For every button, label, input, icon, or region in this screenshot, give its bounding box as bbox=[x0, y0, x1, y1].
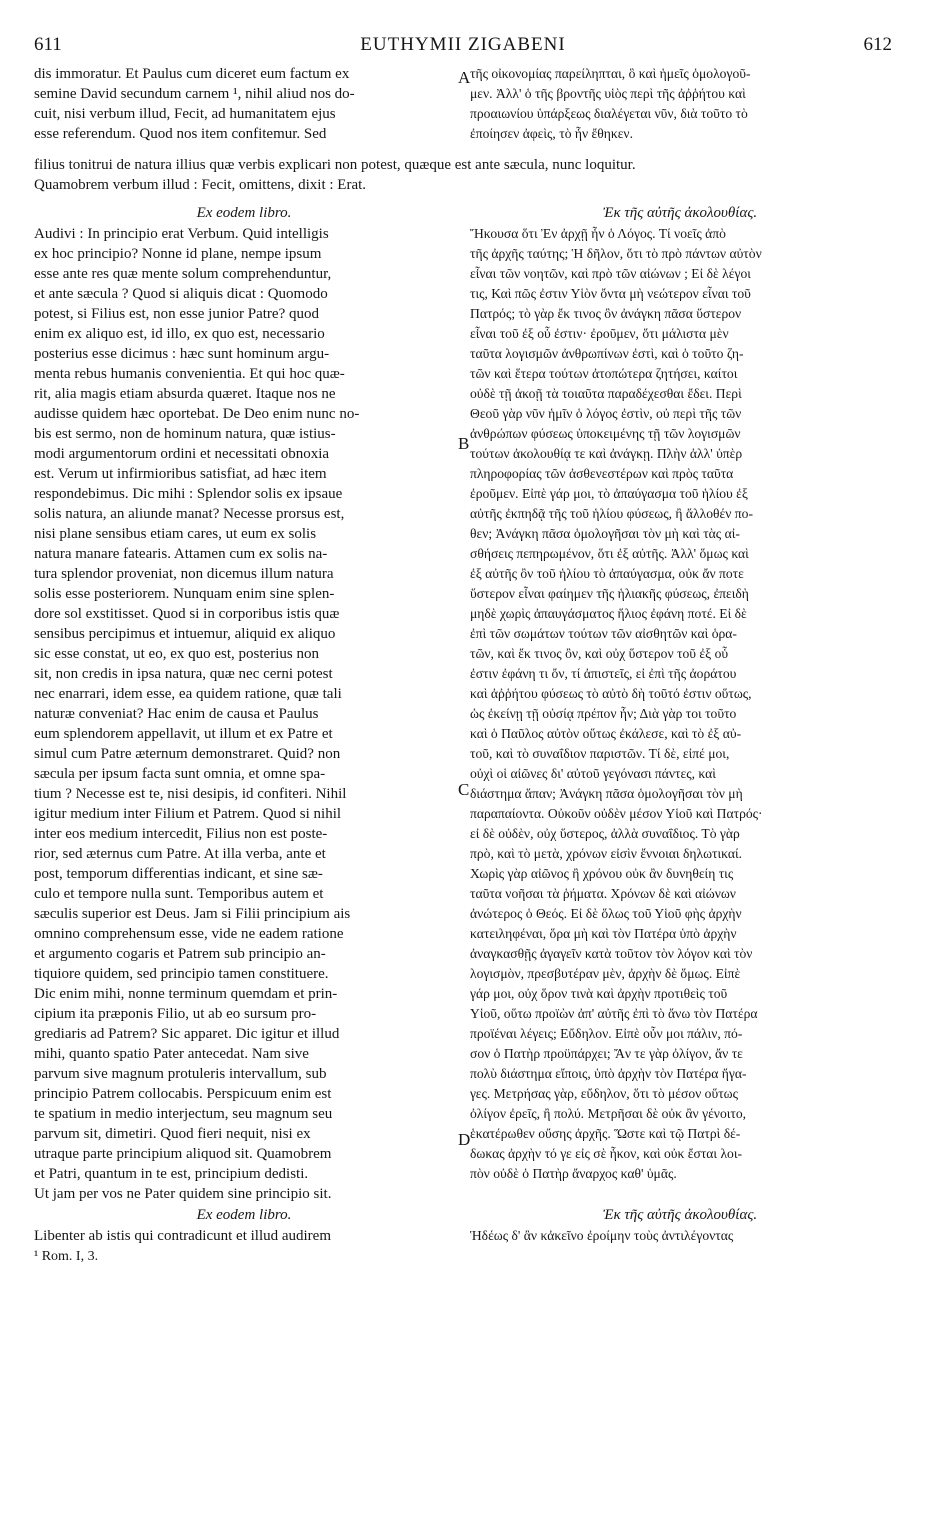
text-line: καὶ ὁ Παῦλος αὐτὸν οὕτως ἐκάλεσε, καὶ τὸ ἐξ αὐ- bbox=[470, 726, 742, 741]
text-line: ἐστιν ἐφάνη τι ὄν, τί ἀπιστεῖς, εἰ ἐπὶ τῆς ἀοράτου bbox=[470, 666, 737, 681]
text-line: solis natura, an aliunde manat? Necesse prorsus est, bbox=[34, 506, 345, 522]
text-line: omnino comprehensum esse, vide ne eadem ratione bbox=[34, 926, 344, 942]
text-line: et Patri, quantum in te est, principium dedisti. bbox=[34, 1166, 309, 1182]
text-line: cuit, nisi verbum illud, Fecit, ad humanitatem ejus bbox=[34, 106, 336, 122]
latin-section-heading-2: Ex eodem libro. bbox=[196, 1207, 292, 1223]
text-line: natura manare fatearis. Attamen cum ex solis na- bbox=[34, 546, 328, 562]
text-line: δωκας ἀρχὴν τό γε εἰς σὲ ἧκον, καὶ οὐκ ἔσται λοι- bbox=[470, 1146, 743, 1161]
text-line: dis immoratur. Et Paulus cum diceret eum factum ex bbox=[34, 66, 350, 82]
text-line: εἶναι τῶν νοητῶν, καὶ πρὸ τῶν αἰώνων ; Εἰ δὲ λέγοι bbox=[470, 266, 751, 281]
greek-body bbox=[470, 224, 890, 1184]
running-title: EUTHYMII ZIGABENI bbox=[360, 34, 566, 55]
text-line: eum splendorem appellavit, ut illum et ex Patre et bbox=[34, 726, 333, 742]
margin-letter-c: C bbox=[458, 780, 470, 799]
text-line: nisi plane sensibus etiam cares, ut eum ex solis bbox=[34, 526, 317, 542]
text-line: Υἱοῦ, οὕτω προϊὼν ἀπ' αὐτῆς ἐπὶ τὸ ἄνω τὸν Πατέρα bbox=[470, 1006, 758, 1021]
text-line: te spatium in medio interjectum, seu magnum seu bbox=[34, 1106, 333, 1122]
page-number-right: 612 bbox=[863, 34, 892, 55]
text-line: simul cum Patre æternum demonstraret. Quid? non bbox=[34, 746, 341, 762]
text-line: τῆς οἰκονομίας παρείληπται, ὃ καὶ ἡμεῖς ὁμολογοῦ- bbox=[470, 66, 751, 81]
margin-letter-a: A bbox=[458, 68, 471, 87]
text-line: κατειληφέναι, ὅρα μὴ καὶ τὸν Πατέρα ὑπὸ ἀρχὴν bbox=[470, 926, 737, 941]
text-line: σθήσεις πεπηρωμένον, ὅτι ἐξ αὐτῆς. Ἀλλ' ὅμως καὶ bbox=[470, 546, 749, 561]
text-line: παραπαίοντα. Οὐκοῦν οὐδὲν μέσον Υἱοῦ καὶ Πατρός· bbox=[470, 806, 763, 821]
text-line: filius tonitrui de natura illius quæ verbis explicari non potest, quæque est ante sæcula, nunc loquitur. bbox=[34, 157, 636, 173]
text-line: Audivi : In principio erat Verbum. Quid intelligis bbox=[34, 226, 329, 242]
text-line: culo et tempore nulla sunt. Temporibus autem et bbox=[34, 886, 324, 902]
text-line: ἐροῦμεν. Εἰπὲ γάρ μοι, τὸ ἀπαύγασμα τοῦ ἡλίου ἐξ bbox=[470, 486, 748, 501]
full-width-block bbox=[34, 155, 892, 195]
text-line: ἑκατέρωθεν οὔσης ἀρχῆς. Ὥστε καὶ τῷ Πατρὶ δέ- bbox=[470, 1126, 741, 1141]
text-line: grediaris ad Patrem? Sic apparet. Dic igitur et illud bbox=[34, 1026, 340, 1042]
text-line: sæculis superior est Deus. Jam si Filii principium ais bbox=[34, 906, 351, 922]
text-line: Dic enim mihi, nonne terminum quemdam et prin- bbox=[34, 986, 338, 1002]
text-line: rit, alia magis etiam absurda quæret. Itaque nos ne bbox=[34, 386, 336, 402]
text-line: ex hoc principio? Nonne id plane, nempe ipsum bbox=[34, 246, 322, 262]
text-line: μηδὲ χωρὶς ἀπαυγάσματος ἥλιος ἐφάνη ποτέ. Εἰ δὲ bbox=[470, 606, 747, 621]
text-line: principio Patrem collocabis. Perspicuum enim est bbox=[34, 1086, 332, 1102]
text-line: post, temporum differentias indicant, et sine sæ- bbox=[34, 866, 323, 882]
text-line: potest, si Filius est, non esse junior Patre? quod bbox=[34, 306, 319, 322]
text-line: utraque parte principium aliquod sit. Quamobrem bbox=[34, 1146, 332, 1162]
text-line: ἐξ αὐτῆς ὂν τοῦ ἡλίου τὸ ἀπαύγασμα, οὐκ ἄν ποτε bbox=[470, 566, 744, 581]
text-line: Πατρός; τὸ γὰρ ἔκ τινος ὂν ἀνάγκη πᾶσα ὕστερον bbox=[470, 306, 742, 321]
margin-letter-b: B bbox=[458, 434, 470, 453]
text-line: inter eos medium intercedit, Filius non est poste- bbox=[34, 826, 328, 842]
text-line: sensibus percipimus et intuemur, aliquid ex aliquo bbox=[34, 626, 336, 642]
text-line: dore sol exstitisset. Quod si in corporibus istis quæ bbox=[34, 606, 340, 622]
text-line: θεν; Ἀνάγκη πᾶσα ὁμολογῆσαι τὸν μὴ καὶ τὰς αἰ- bbox=[470, 526, 740, 541]
footnote: ¹ Rom. I, 3. bbox=[34, 1249, 99, 1264]
text-line: εἰ δὲ οὐδὲν, οὐχ ὕστερος, ἀλλὰ συναΐδιος. Τὸ γὰρ bbox=[470, 826, 740, 841]
text-line: ἀναγκασθῇς ἀγαγεῖν κατὰ τοῦτον τὸν λόγον καὶ τὸν bbox=[470, 946, 753, 961]
text-line: ταῦτα λογισμῶν ἀνθρωπίνων ἐστὶ, καὶ ὁ τοῦτο ζη- bbox=[470, 346, 744, 361]
text-line: sæcula per ipsum facta sunt omnia, et omne spa- bbox=[34, 766, 326, 782]
text-line: διάστημα ἅπαν; Ἀνάγκη πᾶσα ὁμολογῆσαι τὸν μὴ bbox=[470, 786, 743, 801]
text-line: nec enarrari, idem esse, ea quidem ratione, quæ tali bbox=[34, 686, 342, 702]
margin-letter-d: D bbox=[458, 1130, 471, 1149]
text-line: ἀνώτερος ὁ Θεός. Εἰ δὲ ὅλως τοῦ Υἱοῦ φὴς ἀρχὴν bbox=[470, 906, 742, 921]
text-line: πὸν οὐδὲ ὁ Πατὴρ ἄναρχος καθ' ὑμᾶς. bbox=[470, 1166, 677, 1181]
running-header bbox=[34, 34, 892, 58]
text-line: οὐχὶ οἱ αἰῶνες δι' αὐτοῦ γεγόνασι πάντες, καὶ bbox=[470, 766, 716, 781]
text-line: bis est sermo, non de hominum natura, quæ istius- bbox=[34, 426, 336, 442]
text-line: μεν. Ἀλλ' ὁ τῆς βροντῆς υἱὸς περὶ τῆς ἀῤῥήτου καὶ bbox=[470, 86, 746, 101]
text-line: οὐδὲ τῇ ἀκοῇ τὰ τοιαῦτα παραδέχεσθαι ἔδει. Περὶ bbox=[470, 386, 742, 401]
latin-last-line: Libenter ab istis qui contradicunt et illud audirem bbox=[34, 1228, 332, 1244]
text-line: sit, non credis in ipsa natura, quæ nec cerni potest bbox=[34, 666, 333, 682]
text-line: αὐτῆς ἐκπηδᾷ τῆς τοῦ ἡλίου φύσεως, ἢ ἄλλοθέν πο- bbox=[470, 506, 753, 521]
text-line: semine David secundum carnem ¹, nihil aliud nos do- bbox=[34, 86, 355, 102]
text-line: τις, Καὶ πῶς ἐστιν Υἱὸν ὄντα μὴ νεώτερον εἶναι τοῦ bbox=[470, 286, 751, 301]
text-line: προαιωνίου ὑπάρξεως διαλέγεται νῦν, διὰ τοῦτο τὸ bbox=[470, 106, 748, 121]
text-line: rior, sed æternus cum Patre. At illa verba, ante et bbox=[34, 846, 326, 862]
text-line: tiquiore quidem, sed principio tamen constituere. bbox=[34, 966, 329, 982]
text-line: τῆς ἀρχῆς ταύτης; Ἡ δῆλον, ὅτι τὸ πρὸ πάντων αὐτὸν bbox=[470, 246, 762, 261]
text-line: τούτων ἀκολουθίᾳ τε καὶ ἀνάγκῃ. Πλὴν ἀλλ' ὑπὲρ bbox=[470, 446, 743, 461]
latin-body bbox=[34, 224, 454, 1204]
greek-section-heading-2: Ἐκ τῆς αὐτῆς ἀκολουθίας. bbox=[602, 1207, 758, 1223]
text-line: ταῦτα νοῆσαι τὰ ῥήματα. Χρόνων δὲ καὶ αἰώνων bbox=[470, 886, 736, 901]
text-line: parvum sit, dimetiri. Quod fieri nequit, nisi ex bbox=[34, 1126, 311, 1142]
text-line: sic esse constat, ut eo, ex quo est, posterius non bbox=[34, 646, 319, 662]
greek-section-heading: Ἐκ τῆς αὐτῆς ἀκολουθίας. bbox=[602, 205, 758, 221]
text-line: Θεοῦ γὰρ νῦν ἡμῖν ὁ λόγος ἐστὶν, οὐ περὶ τῆς τῶν bbox=[470, 406, 742, 421]
text-line: ὡς ἐκείνῃ τῇ οὐσίᾳ πρέπον ἦν; Διὰ γὰρ τοι τοῦτο bbox=[470, 706, 737, 721]
text-line: tura splendor proveniat, non dicemus illum natura bbox=[34, 566, 334, 582]
greek-top-block bbox=[470, 64, 890, 144]
text-line: respondebimus. Dic mihi : Splendor solis ex ipsaue bbox=[34, 486, 343, 502]
text-line: igitur medium inter Filium et Patrem. Quod si nihil bbox=[34, 806, 342, 822]
text-line: εἶναι τοῦ ἐξ οὗ ἐστιν· ἐροῦμεν, ὅτι μάλιστα μὲν bbox=[470, 326, 729, 341]
text-line: parvum sive magnum protuleris intervallum, sub bbox=[34, 1066, 327, 1082]
text-line: τῶν, καὶ ἔκ τινος ὂν, καὶ οὐχ ὕστερον τοῦ ἐξ οὗ bbox=[470, 646, 729, 661]
text-line: et ante sæcula ? Quod si aliquis dicat : Quomodo bbox=[34, 286, 328, 302]
latin-column bbox=[34, 202, 454, 1268]
text-line: posterius esse dicimus : hæc sunt hominum argu- bbox=[34, 346, 330, 362]
text-line: audisse quidem hæc oportebat. De Deo enim nunc no- bbox=[34, 406, 360, 422]
text-line: τῶν καὶ ἕτερα τούτων ἀτοπώτερα ζητήσει, καίτοι bbox=[470, 366, 738, 381]
text-line: et argumento cogaris et Patrem sub principio an- bbox=[34, 946, 326, 962]
text-line: ἐποίησεν ἀφεὶς, τὸ ἦν ἔθηκεν. bbox=[470, 126, 633, 141]
greek-last-line: Ἡδέως δ' ἂν κἀκεῖνο ἐροίμην τοὺς ἀντιλέγοντας bbox=[470, 1228, 734, 1243]
text-line: πρὸ, καὶ τὸ μετὰ, χρόνων εἰσὶν ἔννοιαι δηλωτικαί. bbox=[470, 846, 743, 861]
text-line: ὕστερον εἶναι φαίημεν τῆς ἡλιακῆς φύσεως, ἐπειδὴ bbox=[470, 586, 749, 601]
text-line: πολὺ διάστημα εἴποις, ὑπὸ ἀρχὴν τὸν Πατέρα ἤγα- bbox=[470, 1066, 747, 1081]
text-line: Quamobrem verbum illud : Fecit, omittens, dixit : Erat. bbox=[34, 177, 367, 193]
text-line: γες. Μετρήσας γὰρ, εὔδηλον, ὅτι τὸ μέσον οὕτως bbox=[470, 1086, 738, 1101]
latin-section-heading: Ex eodem libro. bbox=[196, 205, 292, 221]
text-line: naturæ conveniat? Hac enim de causa et Paulus bbox=[34, 706, 319, 722]
text-line: καὶ ἀῤῥήτου φύσεως τὸ αὐτὸ δὴ τοῦτό ἐστιν οὕτως, bbox=[470, 686, 752, 701]
text-line: solis esse posteriorem. Nunquam enim sine splen- bbox=[34, 586, 335, 602]
latin-top-block bbox=[34, 64, 454, 144]
text-line: λογισμὸν, πρεσβυτέραν μὲν, ἀρχὴν δὲ ὅμως. Εἰπὲ bbox=[470, 966, 741, 981]
text-line: Ut jam per vos ne Pater quidem sine principio sit. bbox=[34, 1186, 332, 1202]
text-line: est. Verum ut infirmioribus satisfiat, ad hæc item bbox=[34, 466, 327, 482]
text-line: mihi, quanto spatio Pater antecedat. Nam sive bbox=[34, 1046, 309, 1062]
text-line: esse ante res quæ mente solum comprehenduntur, bbox=[34, 266, 332, 282]
text-line: tium ? Necesse est te, nisi desipis, id confiteri. Nihil bbox=[34, 786, 347, 802]
text-line: menta rebus humanis convenientia. Et qui hoc quæ- bbox=[34, 366, 345, 382]
text-line: προϊέναι λέγεις; Εὔδηλον. Εἰπὲ οὖν μοι πάλιν, πό- bbox=[470, 1026, 743, 1041]
page-number-left: 611 bbox=[34, 34, 62, 55]
text-line: Χωρὶς γὰρ αἰῶνος ἢ χρόνου οὐκ ἂν δυνηθείη τις bbox=[470, 866, 734, 881]
text-line: cipium ita præponis Filio, ut ab eo sursum pro- bbox=[34, 1006, 317, 1022]
text-line: enim ex aliquo est, id illo, ex quo est, necessario bbox=[34, 326, 325, 342]
text-line: esse referendum. Quod nos item confitemur. Sed bbox=[34, 126, 327, 142]
text-line: τοῦ, καὶ τὸ συναΐδιον παριστῶν. Τί δὲ, εἰπέ μοι, bbox=[470, 746, 730, 761]
text-line: Ἤκουσα ὅτι Ἐν ἀρχῇ ἦν ὁ Λόγος. Τί νοεῖς ἀπὸ bbox=[470, 226, 726, 241]
text-line: πληροφορίας τῶν ἀσθενεστέρων καὶ πρὸς ταῦτα bbox=[470, 466, 734, 481]
text-line: γάρ μοι, οὐχ ὅρον τινὰ καὶ ἀρχὴν προτιθεὶς τοῦ bbox=[470, 986, 728, 1001]
text-line: ἐπὶ τῶν σωμάτων τούτων τῶν αἰσθητῶν καὶ ὁρα- bbox=[470, 626, 737, 641]
text-line: σον ὁ Πατὴρ προϋπάρχει; Ἄν τε γὰρ ὀλίγον, ἄν τε bbox=[470, 1046, 743, 1061]
text-line: ὀλίγον ἐρεῖς, ἢ πολύ. Μετρῆσαι δὲ οὐκ ἂν γένοιτο, bbox=[470, 1106, 747, 1121]
greek-column bbox=[470, 202, 890, 1246]
text-line: modi argumentorum ordini et necessitati obnoxia bbox=[34, 446, 330, 462]
text-line: ἀνθρώπων φύσεως ὑποκειμένης τῇ τῶν λογισμῶν bbox=[470, 426, 741, 441]
